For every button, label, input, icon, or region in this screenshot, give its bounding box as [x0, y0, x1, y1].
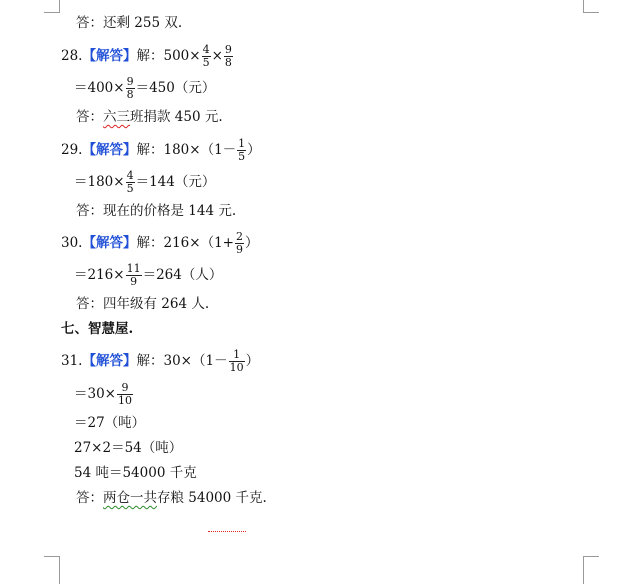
problem-number: 30. — [61, 235, 83, 251]
corner-mark — [44, 12, 60, 13]
problem-number: 29. — [61, 142, 83, 158]
expression: ＝180× — [74, 174, 125, 190]
spellcheck-mark: 六三 — [103, 109, 130, 125]
fraction: $\frac{9}{8}$ — [126, 75, 134, 101]
solve-label: 解： — [136, 353, 164, 369]
expression: 30×（1－ — [163, 353, 228, 369]
corner-mark — [583, 0, 584, 12]
section-heading: 七、智慧屋. — [61, 321, 134, 337]
corner-mark — [59, 556, 60, 584]
spellcheck-mark — [208, 527, 246, 532]
answer-tag: 【解答】 — [82, 142, 137, 158]
fraction: $\frac{1}{5}$ — [238, 137, 246, 163]
expression: 180×（1－ — [163, 142, 237, 158]
step-line: ＝27（吨） — [74, 415, 146, 431]
expression: ＝450（元） — [135, 80, 216, 96]
step-line: 27×2＝54（吨） — [74, 440, 183, 456]
fraction: $\frac{9}{8}$ — [224, 43, 232, 69]
corner-mark — [583, 12, 599, 13]
step-line — [74, 76, 215, 101]
corner-mark — [583, 556, 584, 584]
fraction: $\frac{11}{9}$ — [126, 262, 141, 288]
solve-label: 解： — [136, 48, 164, 64]
expression: 216×（1+ — [163, 235, 234, 251]
step-line — [74, 170, 215, 195]
fraction: $\frac{4}{5}$ — [202, 43, 210, 69]
problem-28-line — [61, 44, 234, 69]
fraction: $\frac{2}{9}$ — [235, 230, 243, 256]
fraction: $\frac{4}{5}$ — [126, 169, 134, 195]
problem-29-line: 29.【解答】解：180×（1－ $\frac{1}{5}$ ） — [61, 137, 261, 163]
expression: ＝264（人） — [142, 267, 223, 283]
fraction: $\frac{9}{10}$ — [118, 381, 132, 407]
grammar-mark: 两仓一共 — [103, 490, 157, 506]
step-line — [74, 263, 222, 288]
step-line: 54 吨＝54000 千克 — [74, 465, 197, 481]
answer-tag: 【解答】 — [82, 48, 137, 64]
expression: × — [211, 48, 223, 64]
problem-31-line: 31.【解答】解：30×（1－ $\frac{1}{10}$ ） — [61, 348, 260, 374]
corner-mark — [59, 0, 60, 12]
step-line — [74, 382, 134, 407]
answer-line: 答：现在的价格是 144 元. — [76, 203, 237, 219]
problem-number: 31. — [61, 353, 83, 369]
expression: 500× — [163, 48, 201, 64]
answer-tag: 【解答】 — [82, 235, 137, 251]
problem-30-line: 30.【解答】解：216×（1+ $\frac{2}{9}$ ） — [61, 230, 259, 256]
expression: ＝30× — [74, 386, 116, 402]
answer-line: 答：四年级有 264 人. — [76, 296, 210, 312]
solve-label: 解： — [136, 235, 164, 251]
corner-mark — [583, 556, 599, 557]
answer-line: 答：六三班捐款 450 元. — [76, 109, 223, 125]
solve-label: 解： — [136, 142, 164, 158]
expression: ＝216× — [74, 267, 125, 283]
answer-line: 答：还剩 255 双. — [76, 15, 183, 31]
expression: ＝144（元） — [135, 174, 216, 190]
answer-line: 答：两仓一共存粮 54000 千克. — [76, 490, 267, 506]
corner-mark — [44, 556, 60, 557]
answer-tag: 【解答】 — [82, 353, 137, 369]
fraction: $\frac{1}{10}$ — [229, 348, 244, 374]
expression: ＝400× — [74, 80, 125, 96]
problem-number: 28. — [61, 48, 83, 64]
